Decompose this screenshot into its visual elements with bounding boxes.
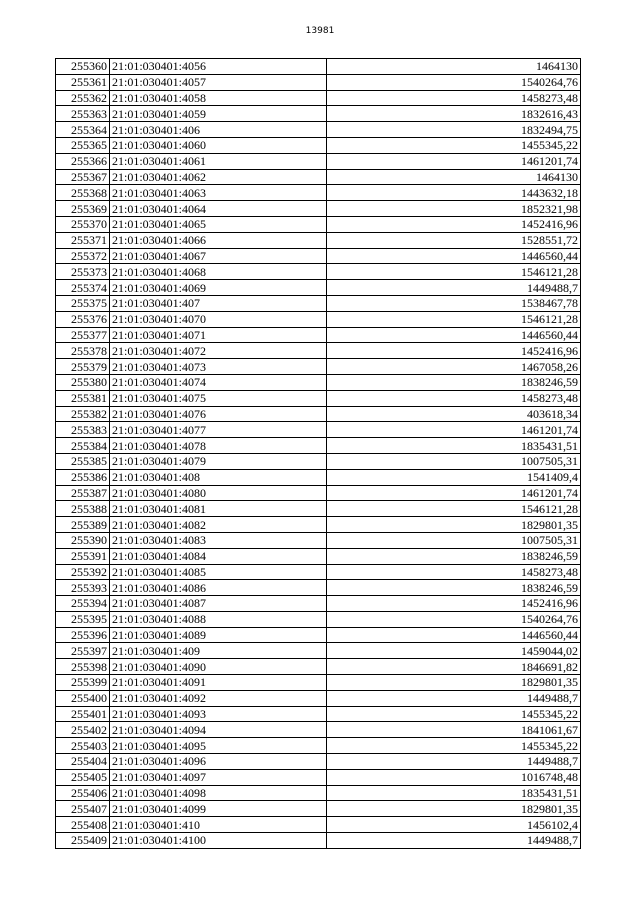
cadastral-value-cell: 1007505,31 xyxy=(327,532,581,548)
row-id-cell: 255398 xyxy=(56,659,110,675)
cadastral-number-cell: 21:01:030401:4066 xyxy=(110,232,327,248)
row-id-cell: 255389 xyxy=(56,517,110,533)
table-row xyxy=(56,722,581,738)
cadastral-value-cell: 1528551,72 xyxy=(327,232,581,248)
cadastral-number-cell: 21:01:030401:4070 xyxy=(110,311,327,327)
table-row xyxy=(56,501,581,517)
cadastral-value-cell: 1467058,26 xyxy=(327,359,581,375)
cadastral-number-cell: 21:01:030401:410 xyxy=(110,817,327,833)
row-id-cell: 255408 xyxy=(56,817,110,833)
table-row xyxy=(56,311,581,327)
table-row xyxy=(56,390,581,406)
cadastral-number-cell: 21:01:030401:4086 xyxy=(110,580,327,596)
cadastral-number-cell: 21:01:030401:4057 xyxy=(110,74,327,90)
cadastral-number-cell: 21:01:030401:4083 xyxy=(110,532,327,548)
table-row xyxy=(56,659,581,675)
table-row xyxy=(56,137,581,153)
cadastral-number-cell: 21:01:030401:4078 xyxy=(110,438,327,454)
row-id-cell: 255363 xyxy=(56,106,110,122)
cadastral-number-cell: 21:01:030401:4063 xyxy=(110,185,327,201)
table-row xyxy=(56,738,581,754)
cadastral-value-cell: 1461201,74 xyxy=(327,422,581,438)
cadastral-value-cell: 1456102,4 xyxy=(327,817,581,833)
table-row xyxy=(56,327,581,343)
cadastral-number-cell: 21:01:030401:4065 xyxy=(110,216,327,232)
row-id-cell: 255406 xyxy=(56,785,110,801)
cadastral-value-cell: 1538467,78 xyxy=(327,295,581,311)
row-id-cell: 255393 xyxy=(56,580,110,596)
cadastral-number-cell: 21:01:030401:4071 xyxy=(110,327,327,343)
cadastral-number-cell: 21:01:030401:4064 xyxy=(110,201,327,217)
table-row xyxy=(56,643,581,659)
row-id-cell: 255377 xyxy=(56,327,110,343)
cadastral-number-cell: 21:01:030401:4100 xyxy=(110,833,327,849)
row-id-cell: 255376 xyxy=(56,311,110,327)
row-id-cell: 255390 xyxy=(56,532,110,548)
cadastral-value-cell: 1455345,22 xyxy=(327,738,581,754)
table-row xyxy=(56,169,581,185)
row-id-cell: 255409 xyxy=(56,833,110,849)
table-row xyxy=(56,833,581,849)
row-id-cell: 255360 xyxy=(56,59,110,75)
row-id-cell: 255369 xyxy=(56,201,110,217)
cadastral-number-cell: 21:01:030401:408 xyxy=(110,469,327,485)
cadastral-value-cell: 403618,34 xyxy=(327,406,581,422)
cadastral-number-cell: 21:01:030401:4085 xyxy=(110,564,327,580)
table-row xyxy=(56,106,581,122)
cadastral-number-cell: 21:01:030401:4087 xyxy=(110,596,327,612)
table-row xyxy=(56,264,581,280)
cadastral-value-cell: 1464130 xyxy=(327,169,581,185)
row-id-cell: 255383 xyxy=(56,422,110,438)
row-id-cell: 255407 xyxy=(56,801,110,817)
row-id-cell: 255382 xyxy=(56,406,110,422)
row-id-cell: 255391 xyxy=(56,548,110,564)
cadastral-number-cell: 21:01:030401:4056 xyxy=(110,59,327,75)
table-row xyxy=(56,74,581,90)
row-id-cell: 255380 xyxy=(56,374,110,390)
row-id-cell: 255404 xyxy=(56,754,110,770)
cadastral-number-cell: 21:01:030401:4061 xyxy=(110,153,327,169)
cadastral-value-cell: 1449488,7 xyxy=(327,754,581,770)
table-body xyxy=(56,59,581,849)
table-row xyxy=(56,627,581,643)
cadastral-number-cell: 21:01:030401:4059 xyxy=(110,106,327,122)
cadastral-value-cell: 1829801,35 xyxy=(327,675,581,691)
cadastral-number-cell: 21:01:030401:4090 xyxy=(110,659,327,675)
cadastral-value-cell: 1540264,76 xyxy=(327,611,581,627)
cadastral-value-cell: 1464130 xyxy=(327,59,581,75)
table-row xyxy=(56,343,581,359)
table-row xyxy=(56,564,581,580)
table-row xyxy=(56,216,581,232)
table-row xyxy=(56,801,581,817)
row-id-cell: 255395 xyxy=(56,611,110,627)
row-id-cell: 255374 xyxy=(56,280,110,296)
cadastral-number-cell: 21:01:030401:4092 xyxy=(110,690,327,706)
cadastral-value-cell: 1458273,48 xyxy=(327,564,581,580)
row-id-cell: 255400 xyxy=(56,690,110,706)
cadastral-number-cell: 21:01:030401:4082 xyxy=(110,517,327,533)
cadastral-value-cell: 1829801,35 xyxy=(327,517,581,533)
table-row xyxy=(56,580,581,596)
cadastral-number-cell: 21:01:030401:407 xyxy=(110,295,327,311)
cadastral-number-cell: 21:01:030401:409 xyxy=(110,643,327,659)
cadastral-value-cell: 1546121,28 xyxy=(327,264,581,280)
cadastral-value-cell: 1541409,4 xyxy=(327,469,581,485)
table-row xyxy=(56,59,581,75)
cadastral-number-cell: 21:01:030401:4067 xyxy=(110,248,327,264)
cadastral-value-cell: 1455345,22 xyxy=(327,137,581,153)
cadastral-number-cell: 21:01:030401:4081 xyxy=(110,501,327,517)
row-id-cell: 255403 xyxy=(56,738,110,754)
table-row xyxy=(56,295,581,311)
table-row xyxy=(56,690,581,706)
cadastral-number-cell: 21:01:030401:4098 xyxy=(110,785,327,801)
cadastral-value-cell: 1443632,18 xyxy=(327,185,581,201)
cadastral-value-cell: 1852321,98 xyxy=(327,201,581,217)
cadastral-number-cell: 21:01:030401:4076 xyxy=(110,406,327,422)
table-row xyxy=(56,201,581,217)
row-id-cell: 255365 xyxy=(56,137,110,153)
cadastral-value-cell: 1835431,51 xyxy=(327,785,581,801)
cadastral-value-cell: 1459044,02 xyxy=(327,643,581,659)
table-row xyxy=(56,485,581,501)
table-row xyxy=(56,90,581,106)
cadastral-number-cell: 21:01:030401:4058 xyxy=(110,90,327,106)
cadastral-value-cell: 1461201,74 xyxy=(327,485,581,501)
table-row xyxy=(56,153,581,169)
cadastral-value-cell: 1458273,48 xyxy=(327,390,581,406)
cadastral-number-cell: 21:01:030401:4094 xyxy=(110,722,327,738)
cadastral-value-cell: 1449488,7 xyxy=(327,280,581,296)
row-id-cell: 255372 xyxy=(56,248,110,264)
row-id-cell: 255388 xyxy=(56,501,110,517)
row-id-cell: 255362 xyxy=(56,90,110,106)
cadastral-number-cell: 21:01:030401:4075 xyxy=(110,390,327,406)
cadastral-number-cell: 21:01:030401:4073 xyxy=(110,359,327,375)
table-row xyxy=(56,769,581,785)
cadastral-value-cell: 1546121,28 xyxy=(327,501,581,517)
row-id-cell: 255368 xyxy=(56,185,110,201)
cadastral-number-cell: 21:01:030401:4095 xyxy=(110,738,327,754)
row-id-cell: 255405 xyxy=(56,769,110,785)
cadastral-value-cell: 1455345,22 xyxy=(327,706,581,722)
table-row xyxy=(56,532,581,548)
cadastral-value-cell: 1446560,44 xyxy=(327,627,581,643)
table-row xyxy=(56,785,581,801)
cadastral-number-cell: 21:01:030401:4079 xyxy=(110,453,327,469)
page-number: 13981 xyxy=(305,26,335,36)
row-id-cell: 255387 xyxy=(56,485,110,501)
table-row xyxy=(56,469,581,485)
row-id-cell: 255373 xyxy=(56,264,110,280)
row-id-cell: 255379 xyxy=(56,359,110,375)
table-row xyxy=(56,611,581,627)
table-row xyxy=(56,817,581,833)
cadastral-value-cell: 1832616,43 xyxy=(327,106,581,122)
cadastral-number-cell: 21:01:030401:4060 xyxy=(110,137,327,153)
cadastral-number-cell: 21:01:030401:4088 xyxy=(110,611,327,627)
cadastral-value-cell: 1841061,67 xyxy=(327,722,581,738)
cadastral-number-cell: 21:01:030401:4069 xyxy=(110,280,327,296)
row-id-cell: 255361 xyxy=(56,74,110,90)
cadastral-value-cell: 1838246,59 xyxy=(327,374,581,390)
table-row xyxy=(56,675,581,691)
cadastral-number-cell: 21:01:030401:4068 xyxy=(110,264,327,280)
cadastral-number-cell: 21:01:030401:4096 xyxy=(110,754,327,770)
cadastral-number-cell: 21:01:030401:4099 xyxy=(110,801,327,817)
cadastral-value-cell: 1446560,44 xyxy=(327,248,581,264)
row-id-cell: 255385 xyxy=(56,453,110,469)
table-row xyxy=(56,438,581,454)
cadastral-number-cell: 21:01:030401:4084 xyxy=(110,548,327,564)
cadastral-value-cell: 1835431,51 xyxy=(327,438,581,454)
table-row xyxy=(56,422,581,438)
row-id-cell: 255366 xyxy=(56,153,110,169)
row-id-cell: 255364 xyxy=(56,122,110,138)
row-id-cell: 255399 xyxy=(56,675,110,691)
table-row xyxy=(56,517,581,533)
cadastral-value-cell: 1540264,76 xyxy=(327,74,581,90)
cadastral-value-cell: 1846691,82 xyxy=(327,659,581,675)
table-row xyxy=(56,596,581,612)
table-row xyxy=(56,359,581,375)
cadastral-value-cell: 1838246,59 xyxy=(327,580,581,596)
cadastral-value-cell: 1458273,48 xyxy=(327,90,581,106)
table-row xyxy=(56,706,581,722)
cadastral-value-cell: 1446560,44 xyxy=(327,327,581,343)
table-row xyxy=(56,248,581,264)
table-row xyxy=(56,754,581,770)
cadastral-number-cell: 21:01:030401:4080 xyxy=(110,485,327,501)
cadastral-number-cell: 21:01:030401:406 xyxy=(110,122,327,138)
cadastral-value-cell: 1452416,96 xyxy=(327,343,581,359)
row-id-cell: 255394 xyxy=(56,596,110,612)
row-id-cell: 255384 xyxy=(56,438,110,454)
row-id-cell: 255396 xyxy=(56,627,110,643)
row-id-cell: 255378 xyxy=(56,343,110,359)
table-row xyxy=(56,548,581,564)
cadastral-number-cell: 21:01:030401:4093 xyxy=(110,706,327,722)
cadastral-value-cell: 1452416,96 xyxy=(327,216,581,232)
cadastral-value-cell: 1546121,28 xyxy=(327,311,581,327)
cadastral-value-cell: 1016748,48 xyxy=(327,769,581,785)
row-id-cell: 255370 xyxy=(56,216,110,232)
table-row xyxy=(56,185,581,201)
table-row xyxy=(56,122,581,138)
table-row xyxy=(56,453,581,469)
cadastral-number-cell: 21:01:030401:4062 xyxy=(110,169,327,185)
cadastral-value-cell: 1449488,7 xyxy=(327,690,581,706)
table-row xyxy=(56,232,581,248)
cadastral-value-cell: 1007505,31 xyxy=(327,453,581,469)
cadastral-number-cell: 21:01:030401:4074 xyxy=(110,374,327,390)
cadastral-number-cell: 21:01:030401:4072 xyxy=(110,343,327,359)
row-id-cell: 255402 xyxy=(56,722,110,738)
row-id-cell: 255392 xyxy=(56,564,110,580)
table-row xyxy=(56,280,581,296)
cadastral-value-cell: 1461201,74 xyxy=(327,153,581,169)
row-id-cell: 255401 xyxy=(56,706,110,722)
cadastral-value-cell: 1838246,59 xyxy=(327,548,581,564)
cadastral-number-cell: 21:01:030401:4089 xyxy=(110,627,327,643)
cadastral-value-cell: 1832494,75 xyxy=(327,122,581,138)
cadastral-value-cell: 1449488,7 xyxy=(327,833,581,849)
cadastral-value-cell: 1829801,35 xyxy=(327,801,581,817)
row-id-cell: 255397 xyxy=(56,643,110,659)
row-id-cell: 255367 xyxy=(56,169,110,185)
row-id-cell: 255371 xyxy=(56,232,110,248)
cadastral-value-cell: 1452416,96 xyxy=(327,596,581,612)
table-row xyxy=(56,374,581,390)
row-id-cell: 255386 xyxy=(56,469,110,485)
cadastral-number-cell: 21:01:030401:4091 xyxy=(110,675,327,691)
cadastral-value-table xyxy=(55,58,581,849)
table-row xyxy=(56,406,581,422)
row-id-cell: 255381 xyxy=(56,390,110,406)
cadastral-number-cell: 21:01:030401:4077 xyxy=(110,422,327,438)
cadastral-number-cell: 21:01:030401:4097 xyxy=(110,769,327,785)
row-id-cell: 255375 xyxy=(56,295,110,311)
